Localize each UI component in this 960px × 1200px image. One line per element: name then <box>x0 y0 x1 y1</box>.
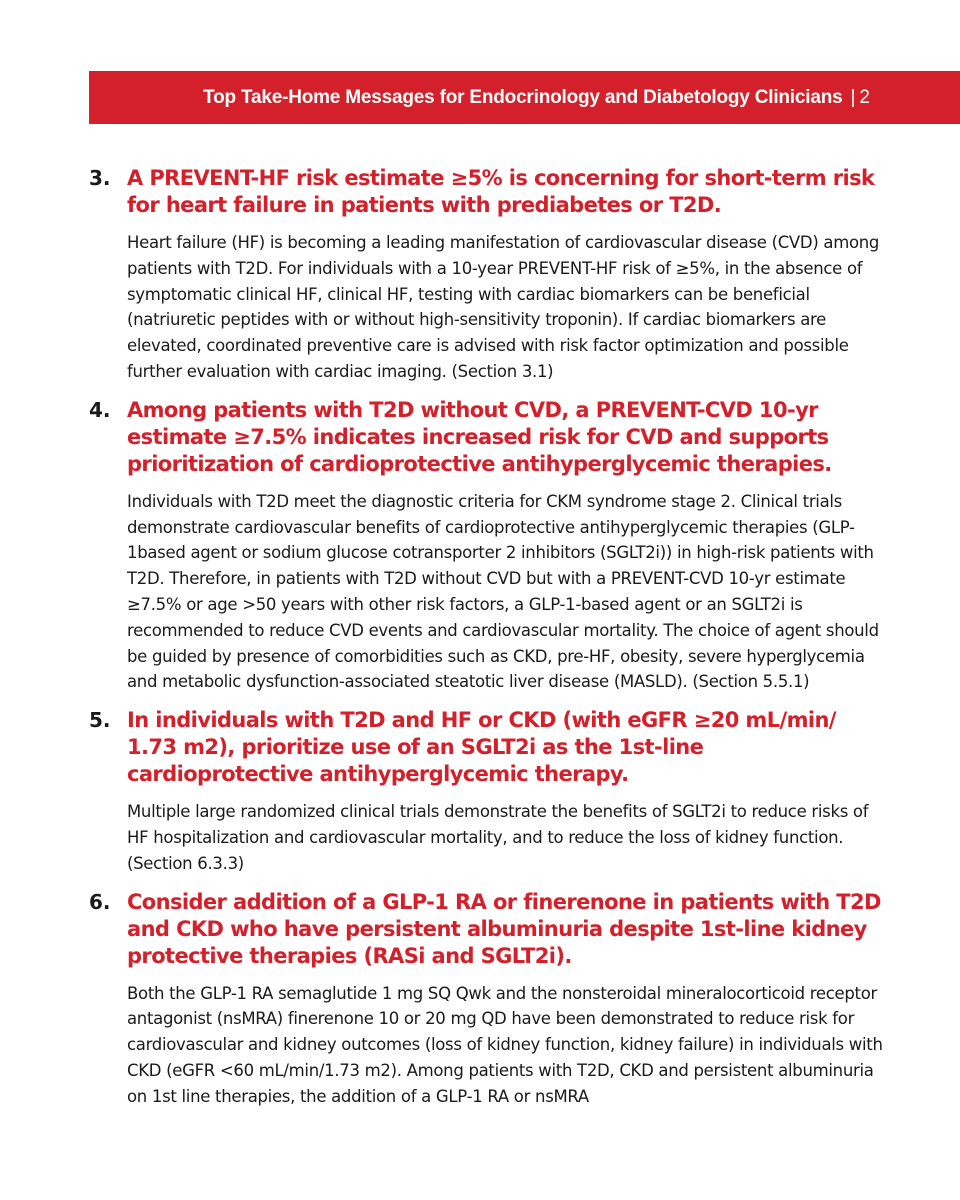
message-number: 6. <box>89 889 111 914</box>
message-body: Both the GLP-1 RA semaglutide 1 mg SQ Qwk and the nonsteroidal mineralocorticoid receptor antagonist (nsMRA) finerenone 10 or 20 mg QD have been demonstrated to reduce risk for cardiovascular and kidney outcomes (loss of kidney function, kidney failure) in individuals with CKD (eGFR <60 mL/min/1.73 m2). Among patients with T2D, CKD and persistent albuminuria on 1st line therapies, the addition of a GLP-1 RA or nsMRA <box>127 983 883 1106</box>
message-body: Individuals with T2D meet the diagnostic criteria for CKM syndrome stage 2. Clinical trials demonstrate cardiovascular benefits of cardioprotective antihyperglycemic therapies (GLP-1based agent or sodium glucose cotransporter 2 inhibitors (SGLT2i)) in high-risk patients with T2D. Therefore, in patients with T2D without CVD but with a PREVENT-CVD 10-yr estimate ≥7.5% or age >50 years with other risk factors, a GLP-1-based agent or an SGLT2i is recommended to reduce CVD events and cardiovascular mortality. The choice of agent should be guided by presence of comorbidities such as CKD, pre-HF, obesity, severe hyperglycemia and metabolic dysfunction-associated steatotic liver disease (MASLD). (Section 5.5.1) <box>127 491 879 692</box>
message-heading <box>89 397 889 478</box>
message-heading <box>89 707 889 788</box>
message-title: Consider addition of a GLP-1 RA or finerenone in patients with T2D and CKD who have persistent albuminuria despite 1st-line kidney protective therapies (RASi and SGLT2i). <box>127 889 881 968</box>
messages-list <box>89 165 889 1122</box>
header-banner <box>89 71 960 124</box>
message-number: 3. <box>89 166 111 190</box>
message-title: A PREVENT-HF risk estimate ≥5% is concerning for short-term risk for heart failure in patients with prediabetes or T2D. <box>127 166 875 217</box>
message-title: In individuals with T2D and HF or CKD (with eGFR ≥20 mL/min/ 1.73 m2), prioritize use of an SGLT2i as the 1st-line cardioprotective antihyperglycemic therapy. <box>127 708 836 787</box>
message-body: Heart failure (HF) is becoming a leading manifestation of cardiovascular disease (CVD) among patients with T2D. For individuals with a 10-year PREVENT-HF risk of ≥5%, in the absence of symptomatic clinical HF, clinical HF, testing with cardiac biomarkers can be beneficial (natriuretic peptides with or without high-sensitivity troponin). If cardiac biomarkers are elevated, coordinated preventive care is advised with risk factor optimization and possible further evaluation with cardiac imaging. (Section 3.1) <box>127 233 880 381</box>
message-item-3 <box>89 165 889 385</box>
message-number: 4. <box>89 397 111 422</box>
message-title: Among patients with T2D without CVD, a PREVENT-CVD 10-yr estimate ≥7.5% indicates increased risk for CVD and supports prioritization of cardioprotective antihyperglycemic therapies. <box>127 397 832 476</box>
message-number: 5. <box>89 708 111 733</box>
message-body: Multiple large randomized clinical trials demonstrate the benefits of SGLT2i to reduce risks of HF hospitalization and cardiovascular mortality, and to reduce the loss of kidney function. (Section 6.3.3) <box>127 802 869 873</box>
message-item-5 <box>89 707 889 876</box>
message-heading <box>89 889 889 970</box>
header-title: Top Take-Home Messages for Endocrinology and Diabetology Clinicians <box>203 86 843 108</box>
header-separator: | <box>850 86 856 108</box>
message-item-6 <box>89 889 889 1110</box>
message-heading <box>89 165 889 219</box>
page-number: 2 <box>859 86 870 108</box>
message-item-4 <box>89 397 889 695</box>
